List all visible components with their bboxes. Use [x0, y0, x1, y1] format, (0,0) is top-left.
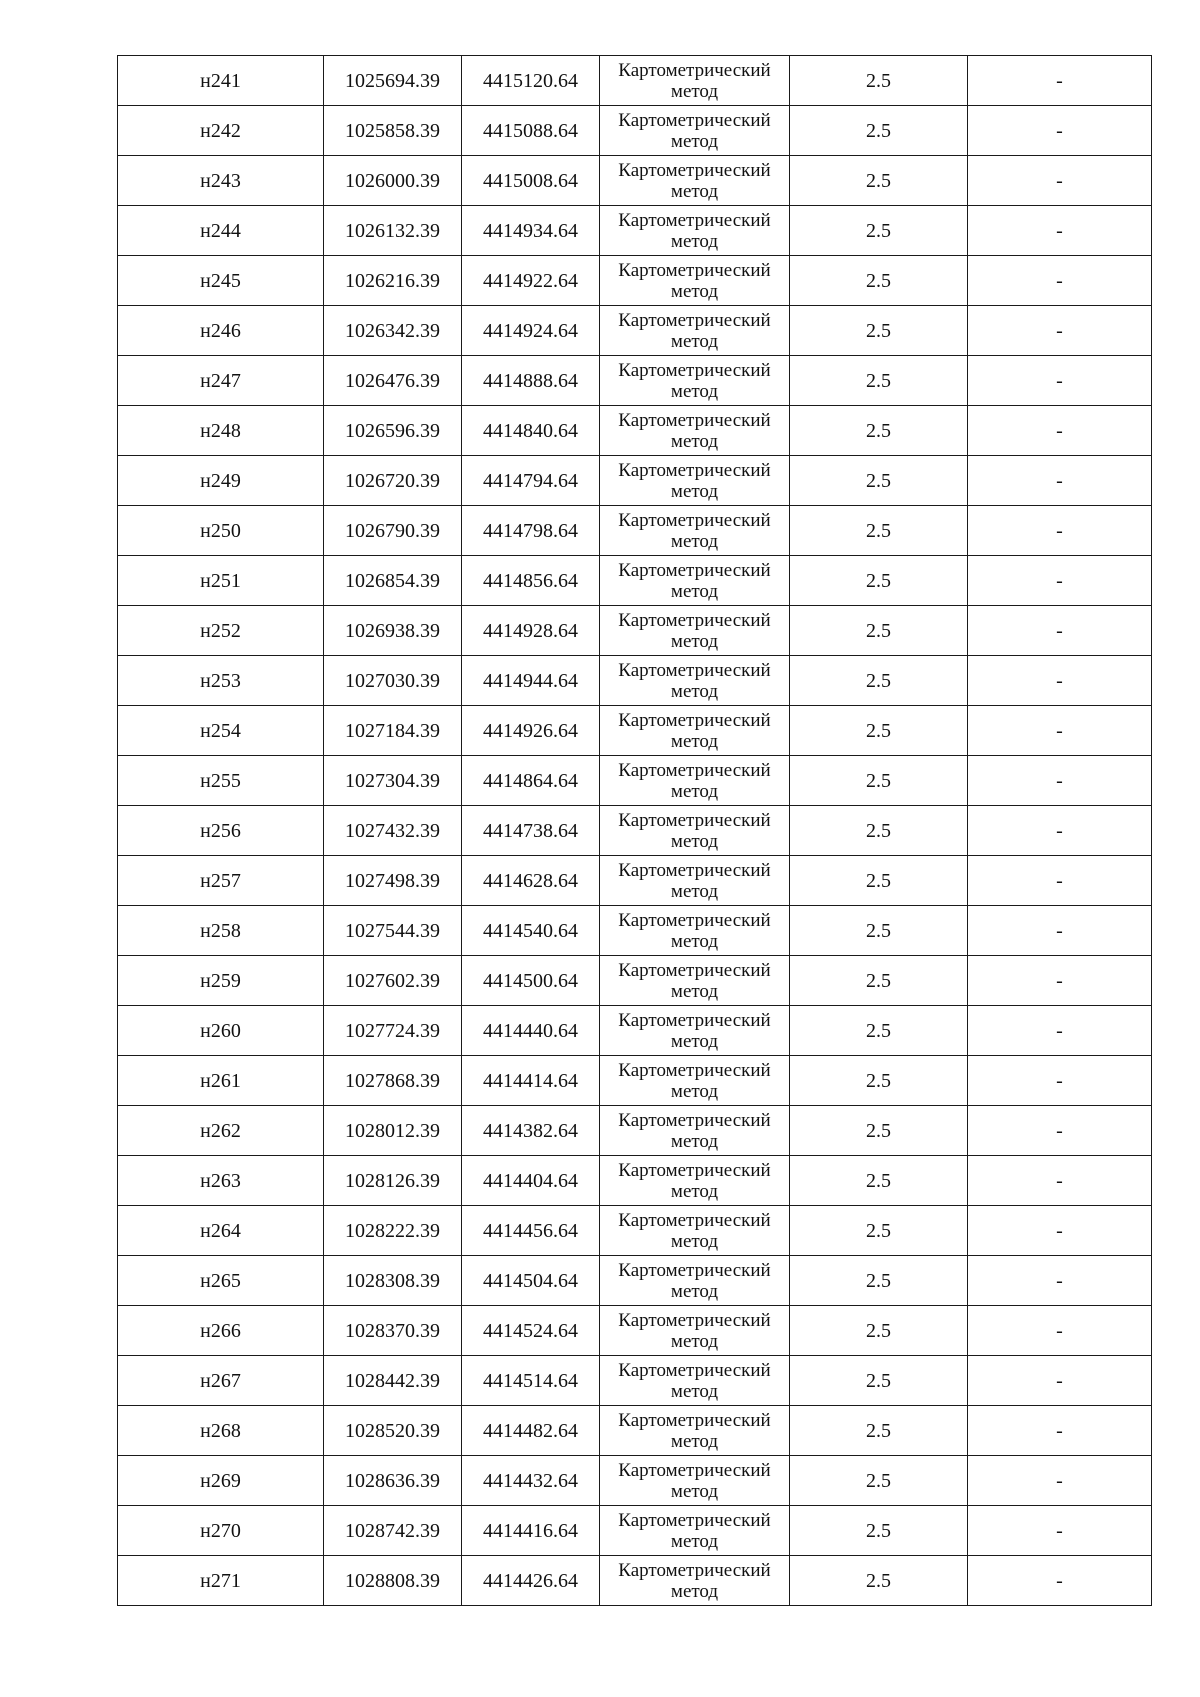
coordinate-x-cell: 1026790.39 — [324, 506, 462, 556]
method-cell: Картометрический метод — [600, 1106, 790, 1156]
coordinate-y-cell: 4414432.64 — [462, 1456, 600, 1506]
coordinate-y-cell: 4414856.64 — [462, 556, 600, 606]
method-cell: Картометрический метод — [600, 1156, 790, 1206]
table-row — [118, 1256, 1152, 1306]
note-cell: - — [968, 1006, 1152, 1056]
coordinate-x-cell: 1027304.39 — [324, 756, 462, 806]
coordinate-y-cell: 4414416.64 — [462, 1506, 600, 1556]
coordinate-x-cell: 1025694.39 — [324, 56, 462, 106]
table-row — [118, 1106, 1152, 1156]
accuracy-cell: 2.5 — [790, 56, 968, 106]
table-row — [118, 1356, 1152, 1406]
accuracy-cell: 2.5 — [790, 756, 968, 806]
coordinate-y-cell: 4414426.64 — [462, 1556, 600, 1606]
note-cell: - — [968, 1556, 1152, 1606]
coordinate-y-cell: 4414382.64 — [462, 1106, 600, 1156]
accuracy-cell: 2.5 — [790, 1206, 968, 1256]
point-number-cell: н246 — [118, 306, 324, 356]
method-cell: Картометрический метод — [600, 956, 790, 1006]
coordinate-x-cell: 1028222.39 — [324, 1206, 462, 1256]
note-cell: - — [968, 1406, 1152, 1456]
note-cell: - — [968, 1306, 1152, 1356]
coordinate-x-cell: 1025858.39 — [324, 106, 462, 156]
coordinate-y-cell: 4414440.64 — [462, 1006, 600, 1056]
accuracy-cell: 2.5 — [790, 1506, 968, 1556]
table-row — [118, 706, 1152, 756]
method-cell: Картометрический метод — [600, 506, 790, 556]
coordinate-x-cell: 1026216.39 — [324, 256, 462, 306]
coordinate-x-cell: 1026854.39 — [324, 556, 462, 606]
coordinates-table — [117, 55, 1152, 1606]
point-number-cell: н259 — [118, 956, 324, 1006]
coordinate-x-cell: 1026476.39 — [324, 356, 462, 406]
coordinate-y-cell: 4414456.64 — [462, 1206, 600, 1256]
method-cell: Картометрический метод — [600, 1056, 790, 1106]
point-number-cell: н255 — [118, 756, 324, 806]
table-row — [118, 656, 1152, 706]
accuracy-cell: 2.5 — [790, 1406, 968, 1456]
coordinate-x-cell: 1028808.39 — [324, 1556, 462, 1606]
method-cell: Картометрический метод — [600, 856, 790, 906]
note-cell: - — [968, 706, 1152, 756]
table-row — [118, 206, 1152, 256]
method-cell: Картометрический метод — [600, 1206, 790, 1256]
note-cell: - — [968, 506, 1152, 556]
coordinate-y-cell: 4414414.64 — [462, 1056, 600, 1106]
accuracy-cell: 2.5 — [790, 1006, 968, 1056]
method-cell: Картометрический метод — [600, 1556, 790, 1606]
coordinate-y-cell: 4414798.64 — [462, 506, 600, 556]
coordinate-y-cell: 4414928.64 — [462, 606, 600, 656]
note-cell: - — [968, 456, 1152, 506]
note-cell: - — [968, 206, 1152, 256]
point-number-cell: н249 — [118, 456, 324, 506]
coordinate-x-cell: 1026132.39 — [324, 206, 462, 256]
note-cell: - — [968, 756, 1152, 806]
accuracy-cell: 2.5 — [790, 406, 968, 456]
note-cell: - — [968, 356, 1152, 406]
accuracy-cell: 2.5 — [790, 856, 968, 906]
point-number-cell: н242 — [118, 106, 324, 156]
coordinate-y-cell: 4414514.64 — [462, 1356, 600, 1406]
point-number-cell: н256 — [118, 806, 324, 856]
note-cell: - — [968, 406, 1152, 456]
coordinate-y-cell: 4414540.64 — [462, 906, 600, 956]
table-row — [118, 406, 1152, 456]
coordinate-x-cell: 1026720.39 — [324, 456, 462, 506]
point-number-cell: н270 — [118, 1506, 324, 1556]
accuracy-cell: 2.5 — [790, 606, 968, 656]
accuracy-cell: 2.5 — [790, 206, 968, 256]
coordinate-x-cell: 1028742.39 — [324, 1506, 462, 1556]
accuracy-cell: 2.5 — [790, 106, 968, 156]
coordinate-x-cell: 1026596.39 — [324, 406, 462, 456]
accuracy-cell: 2.5 — [790, 156, 968, 206]
coordinate-x-cell: 1026000.39 — [324, 156, 462, 206]
point-number-cell: н247 — [118, 356, 324, 406]
table-row — [118, 306, 1152, 356]
coordinate-x-cell: 1027432.39 — [324, 806, 462, 856]
accuracy-cell: 2.5 — [790, 356, 968, 406]
point-number-cell: н266 — [118, 1306, 324, 1356]
method-cell: Картометрический метод — [600, 1356, 790, 1406]
accuracy-cell: 2.5 — [790, 506, 968, 556]
coordinate-y-cell: 4414944.64 — [462, 656, 600, 706]
coordinate-y-cell: 4414404.64 — [462, 1156, 600, 1206]
accuracy-cell: 2.5 — [790, 1356, 968, 1406]
accuracy-cell: 2.5 — [790, 556, 968, 606]
accuracy-cell: 2.5 — [790, 706, 968, 756]
accuracy-cell: 2.5 — [790, 1056, 968, 1106]
coordinate-y-cell: 4414524.64 — [462, 1306, 600, 1356]
point-number-cell: н245 — [118, 256, 324, 306]
point-number-cell: н251 — [118, 556, 324, 606]
accuracy-cell: 2.5 — [790, 1456, 968, 1506]
table-row — [118, 1006, 1152, 1056]
method-cell: Картометрический метод — [600, 1456, 790, 1506]
table-row — [118, 1206, 1152, 1256]
table-row — [118, 1306, 1152, 1356]
method-cell: Картометрический метод — [600, 656, 790, 706]
table-row — [118, 806, 1152, 856]
accuracy-cell: 2.5 — [790, 1306, 968, 1356]
method-cell: Картометрический метод — [600, 806, 790, 856]
coordinate-y-cell: 4415088.64 — [462, 106, 600, 156]
coordinate-x-cell: 1027868.39 — [324, 1056, 462, 1106]
point-number-cell: н258 — [118, 906, 324, 956]
note-cell: - — [968, 1206, 1152, 1256]
accuracy-cell: 2.5 — [790, 256, 968, 306]
coordinate-x-cell: 1028636.39 — [324, 1456, 462, 1506]
point-number-cell: н267 — [118, 1356, 324, 1406]
note-cell: - — [968, 1456, 1152, 1506]
method-cell: Картометрический метод — [600, 606, 790, 656]
note-cell: - — [968, 1056, 1152, 1106]
coordinate-y-cell: 4414840.64 — [462, 406, 600, 456]
table-row — [118, 56, 1152, 106]
table-row — [118, 856, 1152, 906]
note-cell: - — [968, 256, 1152, 306]
coordinate-y-cell: 4414934.64 — [462, 206, 600, 256]
method-cell: Картометрический метод — [600, 1256, 790, 1306]
method-cell: Картометрический метод — [600, 156, 790, 206]
coordinates-table-body — [118, 56, 1152, 1606]
coordinate-x-cell: 1028126.39 — [324, 1156, 462, 1206]
note-cell: - — [968, 956, 1152, 1006]
point-number-cell: н263 — [118, 1156, 324, 1206]
method-cell: Картометрический метод — [600, 256, 790, 306]
coordinate-x-cell: 1027544.39 — [324, 906, 462, 956]
point-number-cell: н271 — [118, 1556, 324, 1606]
table-row — [118, 1156, 1152, 1206]
table-row — [118, 606, 1152, 656]
coordinate-y-cell: 4414924.64 — [462, 306, 600, 356]
point-number-cell: н243 — [118, 156, 324, 206]
coordinate-y-cell: 4414926.64 — [462, 706, 600, 756]
table-row — [118, 1406, 1152, 1456]
note-cell: - — [968, 1156, 1152, 1206]
method-cell: Картометрический метод — [600, 306, 790, 356]
note-cell: - — [968, 306, 1152, 356]
accuracy-cell: 2.5 — [790, 456, 968, 506]
point-number-cell: н269 — [118, 1456, 324, 1506]
note-cell: - — [968, 1506, 1152, 1556]
point-number-cell: н252 — [118, 606, 324, 656]
method-cell: Картометрический метод — [600, 1006, 790, 1056]
table-row — [118, 506, 1152, 556]
accuracy-cell: 2.5 — [790, 956, 968, 1006]
point-number-cell: н260 — [118, 1006, 324, 1056]
method-cell: Картометрический метод — [600, 1306, 790, 1356]
coordinate-y-cell: 4414628.64 — [462, 856, 600, 906]
accuracy-cell: 2.5 — [790, 1156, 968, 1206]
note-cell: - — [968, 1106, 1152, 1156]
point-number-cell: н253 — [118, 656, 324, 706]
note-cell: - — [968, 656, 1152, 706]
note-cell: - — [968, 1356, 1152, 1406]
table-row — [118, 956, 1152, 1006]
method-cell: Картометрический метод — [600, 556, 790, 606]
note-cell: - — [968, 906, 1152, 956]
table-row — [118, 556, 1152, 606]
method-cell: Картометрический метод — [600, 56, 790, 106]
accuracy-cell: 2.5 — [790, 806, 968, 856]
table-row — [118, 1556, 1152, 1606]
table-row — [118, 106, 1152, 156]
method-cell: Картометрический метод — [600, 756, 790, 806]
coordinate-x-cell: 1026342.39 — [324, 306, 462, 356]
coordinate-x-cell: 1028012.39 — [324, 1106, 462, 1156]
point-number-cell: н268 — [118, 1406, 324, 1456]
table-row — [118, 756, 1152, 806]
accuracy-cell: 2.5 — [790, 306, 968, 356]
accuracy-cell: 2.5 — [790, 906, 968, 956]
point-number-cell: н248 — [118, 406, 324, 456]
table-row — [118, 156, 1152, 206]
point-number-cell: н262 — [118, 1106, 324, 1156]
method-cell: Картометрический метод — [600, 706, 790, 756]
coordinate-y-cell: 4414888.64 — [462, 356, 600, 406]
note-cell: - — [968, 556, 1152, 606]
table-row — [118, 456, 1152, 506]
coordinate-y-cell: 4414738.64 — [462, 806, 600, 856]
coordinate-x-cell: 1026938.39 — [324, 606, 462, 656]
method-cell: Картометрический метод — [600, 1506, 790, 1556]
coordinate-x-cell: 1027724.39 — [324, 1006, 462, 1056]
accuracy-cell: 2.5 — [790, 1106, 968, 1156]
coordinate-x-cell: 1027184.39 — [324, 706, 462, 756]
note-cell: - — [968, 806, 1152, 856]
coordinate-y-cell: 4414500.64 — [462, 956, 600, 1006]
note-cell: - — [968, 106, 1152, 156]
accuracy-cell: 2.5 — [790, 1256, 968, 1306]
point-number-cell: н250 — [118, 506, 324, 556]
coordinate-x-cell: 1027030.39 — [324, 656, 462, 706]
note-cell: - — [968, 606, 1152, 656]
point-number-cell: н241 — [118, 56, 324, 106]
table-row — [118, 1056, 1152, 1106]
coordinate-y-cell: 4414482.64 — [462, 1406, 600, 1456]
coordinate-y-cell: 4414864.64 — [462, 756, 600, 806]
note-cell: - — [968, 156, 1152, 206]
method-cell: Картометрический метод — [600, 906, 790, 956]
point-number-cell: н257 — [118, 856, 324, 906]
table-row — [118, 906, 1152, 956]
coordinate-x-cell: 1028308.39 — [324, 1256, 462, 1306]
table-row — [118, 356, 1152, 406]
coordinate-x-cell: 1028520.39 — [324, 1406, 462, 1456]
table-row — [118, 256, 1152, 306]
point-number-cell: н244 — [118, 206, 324, 256]
accuracy-cell: 2.5 — [790, 1556, 968, 1606]
note-cell: - — [968, 856, 1152, 906]
coordinate-x-cell: 1028442.39 — [324, 1356, 462, 1406]
method-cell: Картометрический метод — [600, 206, 790, 256]
point-number-cell: н265 — [118, 1256, 324, 1306]
note-cell: - — [968, 1256, 1152, 1306]
coordinate-y-cell: 4414504.64 — [462, 1256, 600, 1306]
coordinate-y-cell: 4414922.64 — [462, 256, 600, 306]
method-cell: Картометрический метод — [600, 1406, 790, 1456]
point-number-cell: н264 — [118, 1206, 324, 1256]
coordinate-y-cell: 4414794.64 — [462, 456, 600, 506]
method-cell: Картометрический метод — [600, 106, 790, 156]
coordinate-y-cell: 4415008.64 — [462, 156, 600, 206]
coordinate-x-cell: 1028370.39 — [324, 1306, 462, 1356]
method-cell: Картометрический метод — [600, 406, 790, 456]
coordinate-x-cell: 1027498.39 — [324, 856, 462, 906]
accuracy-cell: 2.5 — [790, 656, 968, 706]
coordinate-y-cell: 4415120.64 — [462, 56, 600, 106]
table-row — [118, 1456, 1152, 1506]
table-row — [118, 1506, 1152, 1556]
method-cell: Картометрический метод — [600, 456, 790, 506]
note-cell: - — [968, 56, 1152, 106]
coordinate-x-cell: 1027602.39 — [324, 956, 462, 1006]
method-cell: Картометрический метод — [600, 356, 790, 406]
point-number-cell: н254 — [118, 706, 324, 756]
point-number-cell: н261 — [118, 1056, 324, 1106]
